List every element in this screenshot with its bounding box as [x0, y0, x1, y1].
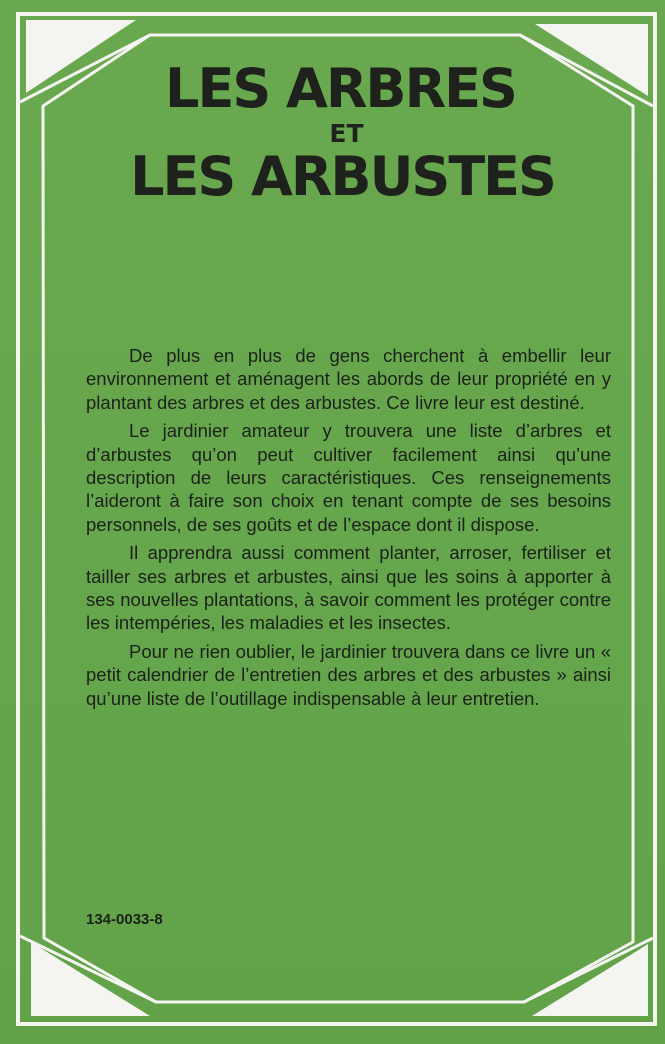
title-conjunction: ET — [329, 119, 364, 148]
catalog-number: 134-0033-8 — [86, 911, 163, 928]
description-paragraph-3: Il apprendra aussi comment planter, arroser, fertiliser et tailler ses arbres et arbustes, ainsi que les soins à apporter à ses nouvelles plantations, à savoir comment les protéger contre les intempéries, les maladies et les insectes. — [86, 542, 611, 634]
title-line-1: LES ARBRES — [165, 57, 516, 120]
corner-triangle-bottom-left — [31, 942, 150, 1016]
corner-triangle-bottom-right — [532, 944, 648, 1016]
title-line-2: LES ARBUSTES — [130, 145, 555, 208]
description-paragraph-4: Pour ne rien oublier, le jardinier trouvera dans ce livre un « petit calendrier de l’entretien des arbres et des arbustes » ainsi qu’une liste de l’outillage indispensable à leur entretien. — [86, 640, 611, 709]
description-paragraph-2: Le jardinier amateur y trouvera une liste d’arbres et d’arbustes qu’on peut cultiver facilement ainsi qu’une description de leurs caractéristiques. Ces renseignements l’aideront à faire son choix en tenant compte de ses besoins personnels, de ses goûts et de l’espace dont il dispose. — [86, 420, 611, 535]
description-paragraph-1: De plus en plus de gens cherchent à embellir leur environnement et aménagent les abords de leur propriété en y plantant des arbres et des arbustes. Ce livre leur est destiné. — [86, 345, 611, 413]
book-description — [86, 344, 611, 715]
